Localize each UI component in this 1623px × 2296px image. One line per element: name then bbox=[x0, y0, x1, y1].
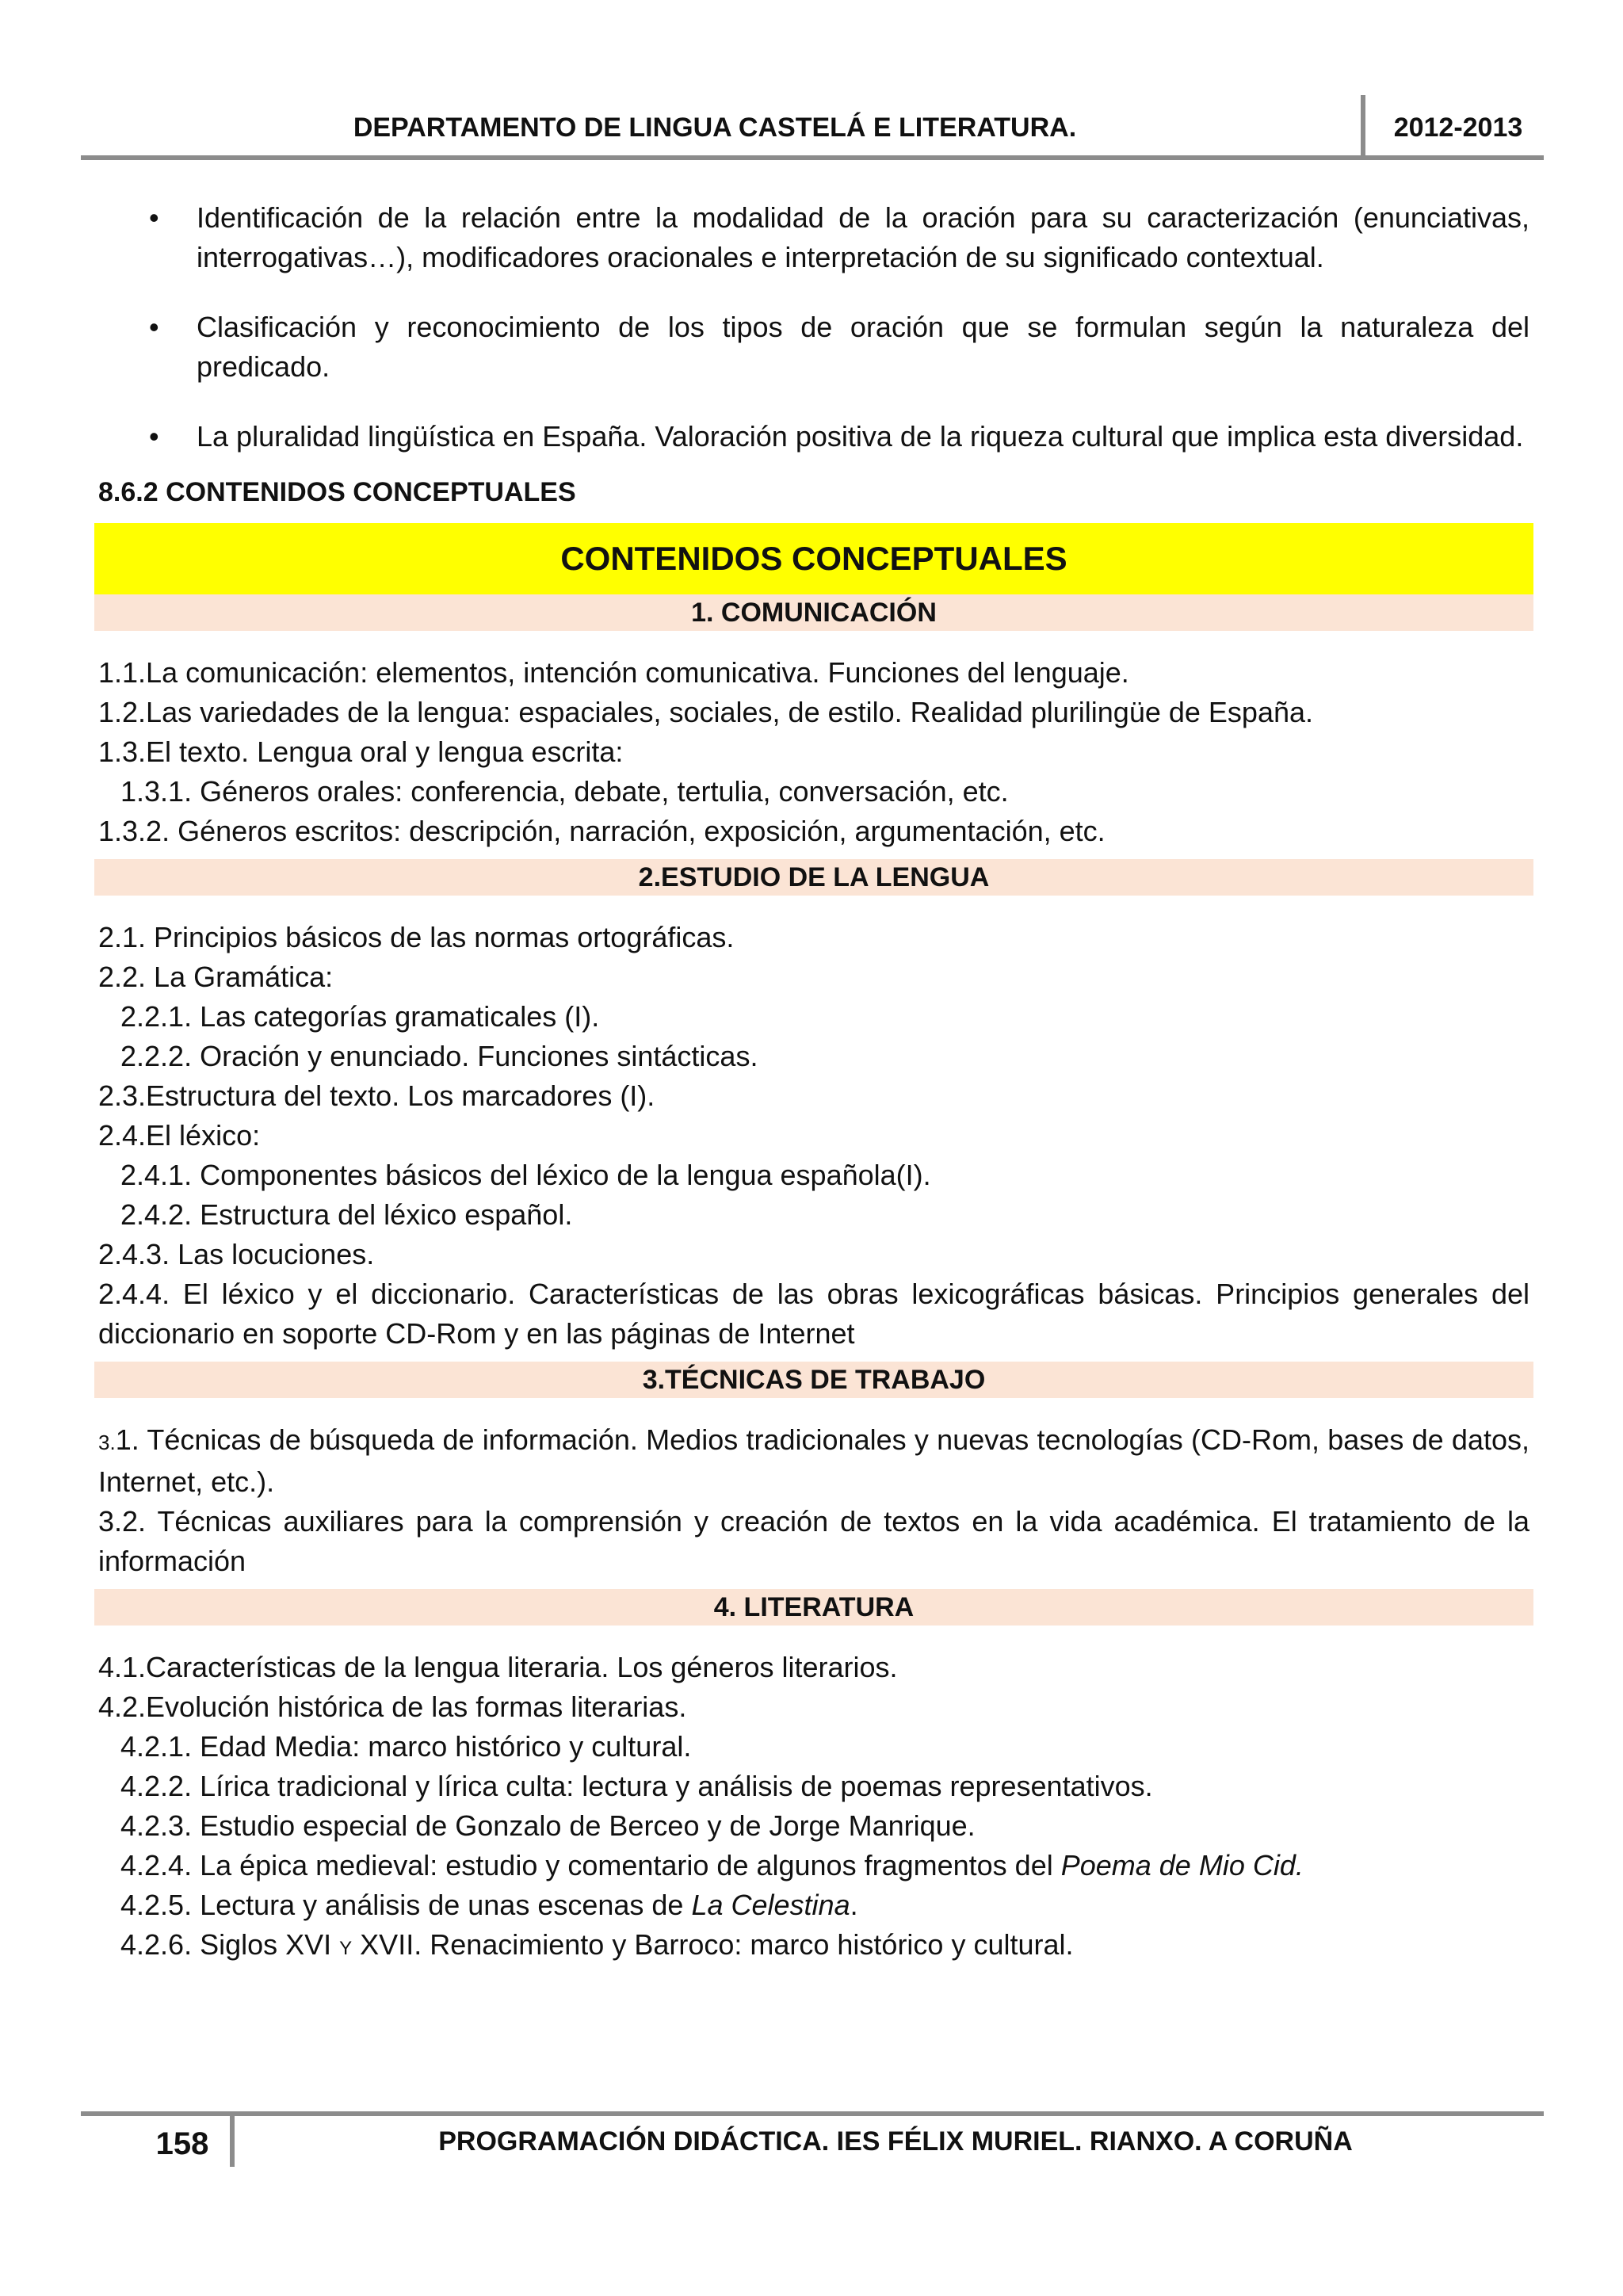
footer-text: PROGRAMACIÓN DIDÁCTICA. IES FÉLIX MURIEL. RIANXO. A CORUÑA bbox=[438, 2126, 1353, 2157]
work-title: La Celestina bbox=[691, 1889, 850, 1921]
item-number: 3. bbox=[98, 1431, 116, 1454]
page-header bbox=[81, 95, 1544, 160]
header-rule bbox=[81, 155, 1544, 160]
bullet-icon: • bbox=[149, 201, 159, 234]
page-number: 158 bbox=[155, 2126, 209, 2161]
table-title: CONTENIDOS CONCEPTUALES bbox=[560, 540, 1067, 577]
block-heading-text: 4. LITERATURA bbox=[713, 1592, 915, 1622]
header-year: 2012-2013 bbox=[1393, 113, 1523, 143]
header-title: DEPARTAMENTO DE LINGUA CASTELÁ E LITERATURA. bbox=[353, 113, 1077, 143]
list-item: 1.1.La comunicación: elementos, intención comunicativa. Funciones del lenguaje. bbox=[98, 656, 1129, 689]
bullet-text: Identificación de la relación entre la modalidad de la oración para su caracterización (enunciativas, interrogativas…), modificadores oracionales e interpretación de su significado contextual. bbox=[197, 201, 1529, 273]
block-heading-text: 2.ESTUDIO DE LA LENGUA bbox=[638, 862, 990, 892]
list-item bbox=[98, 1885, 1529, 1925]
block-heading-text: 3.TÉCNICAS DE TRABAJO bbox=[642, 1365, 986, 1395]
list-item: 2.4.2. Estructura del léxico español. bbox=[120, 1198, 573, 1231]
table-title-bar bbox=[94, 523, 1533, 594]
list-item: 2.3.Estructura del texto. Los marcadores (I). bbox=[98, 1079, 655, 1112]
item-text: Y bbox=[339, 1938, 353, 1959]
list-item: 2.4.4. El léxico y el diccionario. Características de las obras lexicográficas básicas. Principios generales del diccionario en soporte CD-Rom y en las páginas de Internet bbox=[98, 1278, 1529, 1350]
bullet-icon: • bbox=[149, 311, 159, 343]
bullet-icon: • bbox=[149, 420, 159, 453]
list-item: 3.2. Técnicas auxiliares para la comprensión y creación de textos en la vida académica. El tratamiento de la información bbox=[98, 1505, 1529, 1577]
bullet-item bbox=[98, 198, 1529, 277]
bullet-text: La pluralidad lingüística en España. Valoración positiva de la riqueza cultural que implica esta diversidad. bbox=[197, 420, 1524, 453]
item-text: 4.2.4. La épica medieval: estudio y comentario de algunos fragmentos del bbox=[120, 1849, 1061, 1881]
header-divider bbox=[1361, 95, 1365, 160]
footer-rule bbox=[81, 2111, 1544, 2116]
list-item: 4.2.2. Lírica tradicional y lírica culta: lectura y análisis de poemas representativos. bbox=[120, 1770, 1153, 1802]
bullet-item bbox=[98, 308, 1529, 387]
page-body bbox=[98, 198, 1529, 1977]
item-text: XVII. Renacimiento y Barroco: marco histórico y cultural. bbox=[352, 1928, 1074, 1961]
block-list bbox=[98, 896, 1529, 1362]
block-heading-text: 1. COMUNICACIÓN bbox=[691, 598, 937, 628]
bullet-text: Clasificación y reconocimiento de los tipos de oración que se formulan según la naturaleza del predicado. bbox=[197, 311, 1529, 383]
item-text: . bbox=[850, 1889, 858, 1921]
footer-divider bbox=[230, 2111, 235, 2167]
block-heading-literatura bbox=[94, 1589, 1533, 1626]
list-item: 1.3.2. Géneros escritos: descripción, narración, exposición, argumentación, etc. bbox=[98, 815, 1106, 847]
block-heading-comunicacion bbox=[94, 594, 1533, 631]
list-item: 4.2.1. Edad Media: marco histórico y cultural. bbox=[120, 1730, 692, 1763]
list-item bbox=[98, 1420, 1529, 1502]
block-heading-estudio bbox=[94, 859, 1533, 896]
list-item: 2.2. La Gramática: bbox=[98, 961, 334, 993]
list-item: 4.1.Características de la lengua literaria. Los géneros literarios. bbox=[98, 1651, 898, 1683]
bullet-item bbox=[98, 417, 1529, 457]
list-item bbox=[98, 1925, 1529, 1969]
list-item: 1.3.El texto. Lengua oral y lengua escrita: bbox=[98, 735, 624, 768]
list-item: 2.2.2. Oración y enunciado. Funciones sintácticas. bbox=[120, 1040, 758, 1072]
block-list bbox=[98, 631, 1529, 859]
list-item: 2.2.1. Las categorías gramaticales (I). bbox=[120, 1000, 600, 1033]
list-item bbox=[98, 1846, 1529, 1885]
block-heading-tecnicas bbox=[94, 1362, 1533, 1398]
list-item: 4.2.Evolución histórica de las formas literarias. bbox=[98, 1690, 687, 1723]
item-text: 1. Técnicas de búsqueda de información. Medios tradicionales y nuevas tecnologías (CD-Rom, bases de datos, Internet, etc.). bbox=[98, 1423, 1529, 1498]
item-text: 4.2.6. Siglos XVI bbox=[120, 1928, 340, 1961]
work-title: Poema de Mio Cid. bbox=[1060, 1849, 1304, 1881]
item-text: 4.2.5. Lectura y análisis de unas escenas de bbox=[120, 1889, 692, 1921]
section-heading: 8.6.2 CONTENIDOS CONCEPTUALES bbox=[98, 477, 576, 507]
list-item: 2.4.El léxico: bbox=[98, 1119, 261, 1152]
list-item: 2.4.1. Componentes básicos del léxico de la lengua española(I). bbox=[120, 1159, 931, 1191]
list-item: 1.2.Las variedades de la lengua: espaciales, sociales, de estilo. Realidad plurilingüe de España. bbox=[98, 696, 1314, 728]
list-item: 2.1. Principios básicos de las normas ortográficas. bbox=[98, 921, 735, 953]
list-item: 4.2.3. Estudio especial de Gonzalo de Berceo y de Jorge Manrique. bbox=[120, 1809, 976, 1842]
list-item: 1.3.1. Géneros orales: conferencia, debate, tertulia, conversación, etc. bbox=[120, 775, 1009, 808]
list-item: 2.4.3. Las locuciones. bbox=[98, 1238, 375, 1270]
block-list bbox=[98, 1398, 1529, 1589]
block-list bbox=[98, 1626, 1529, 1977]
